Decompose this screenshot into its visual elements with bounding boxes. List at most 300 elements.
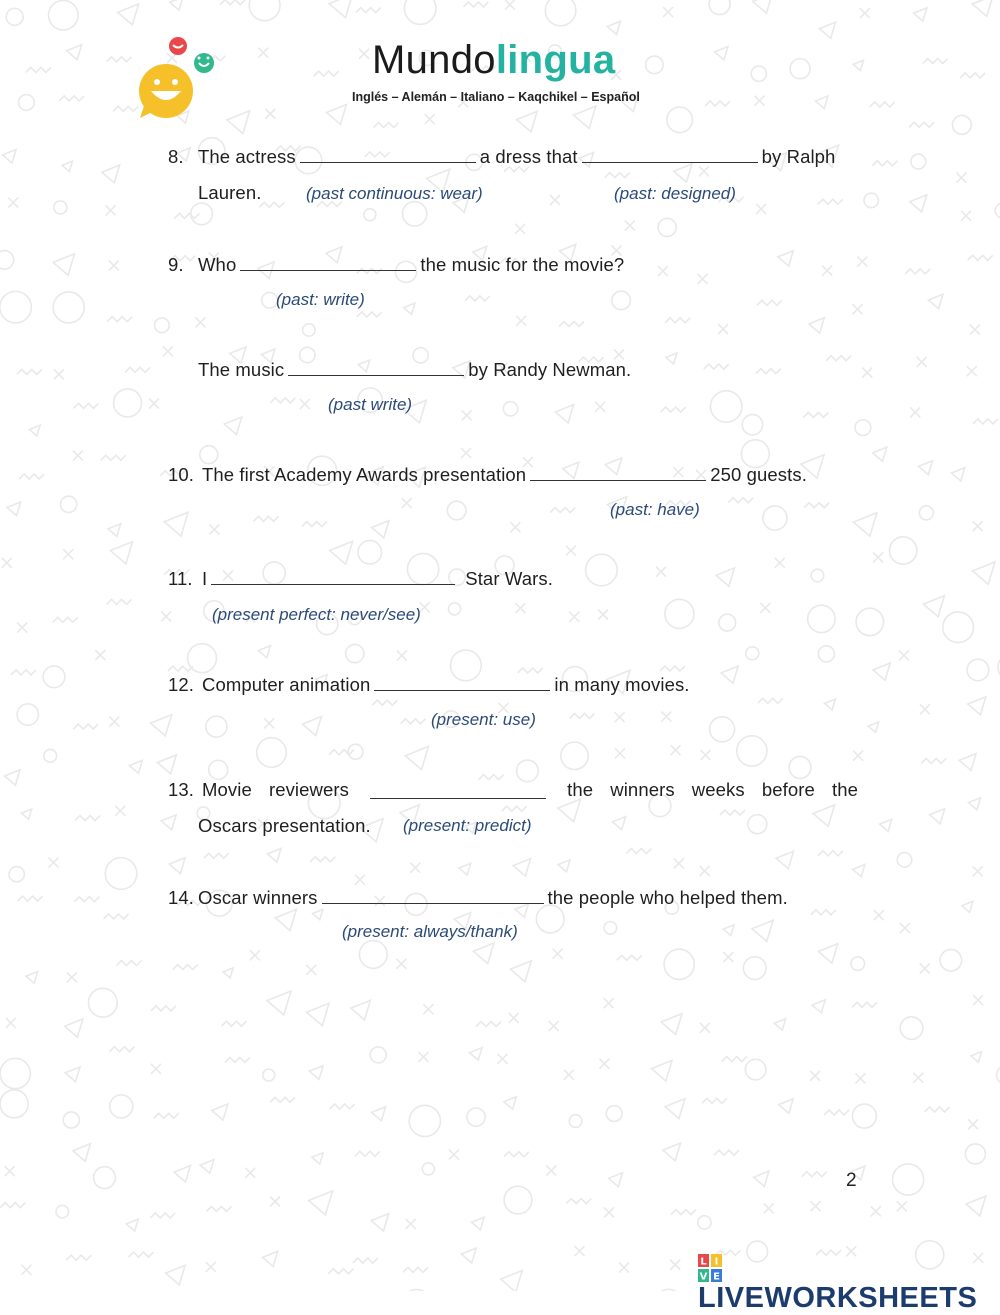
- pattern-shape: [0, 291, 31, 323]
- pattern-shape: [667, 107, 693, 133]
- pattern-shape: [700, 1023, 710, 1033]
- pattern-shape: [0, 251, 14, 270]
- pattern-shape: [518, 668, 543, 673]
- pattern-shape: [851, 957, 865, 971]
- pattern-shape: [504, 1186, 532, 1214]
- pattern-shape: [604, 1207, 614, 1217]
- pattern-shape: [961, 211, 971, 221]
- pattern-shape: [742, 415, 762, 435]
- pattern-shape: [463, 2, 488, 7]
- exercise-text: the: [831, 779, 858, 800]
- pattern-shape: [307, 1003, 329, 1025]
- pattern-shape: [968, 255, 993, 260]
- pattern-shape: [874, 910, 884, 920]
- pattern-shape: [258, 48, 268, 58]
- pattern-shape: [258, 646, 270, 658]
- pattern-shape: [353, 1258, 378, 1263]
- pattern-shape: [718, 324, 728, 334]
- exercise-text: The actress: [198, 146, 296, 167]
- pattern-shape: [774, 1019, 785, 1030]
- pattern-shape: [652, 1060, 673, 1081]
- pattern-shape: [754, 1171, 769, 1186]
- pattern-shape: [447, 501, 466, 520]
- pattern-shape: [604, 998, 614, 1008]
- pattern-shape: [21, 1265, 31, 1275]
- pattern-shape: [619, 1263, 629, 1273]
- pattern-shape: [952, 115, 971, 134]
- liveworksheets-badge-icon: [698, 1254, 722, 1282]
- pattern-shape: [372, 700, 397, 705]
- pattern-shape: [930, 809, 945, 824]
- pattern-shape: [864, 193, 878, 207]
- pattern-shape: [900, 923, 910, 933]
- pattern-shape: [225, 1057, 250, 1062]
- pattern-shape: [164, 512, 188, 536]
- pattern-shape: [410, 863, 420, 873]
- pattern-shape: [166, 1265, 185, 1284]
- pattern-shape: [709, 0, 730, 15]
- pattern-shape: [420, 602, 430, 612]
- pattern-shape: [760, 603, 770, 613]
- pattern-shape: [227, 111, 250, 134]
- pattern-shape: [862, 368, 872, 378]
- pattern-shape: [303, 324, 315, 336]
- pattern-shape: [671, 1210, 696, 1215]
- pattern-shape: [48, 858, 58, 868]
- pattern-shape: [11, 670, 36, 675]
- pattern-shape: [448, 603, 460, 615]
- pattern-shape: [545, 0, 576, 26]
- pattern-shape: [173, 965, 198, 970]
- pattern-shape: [359, 49, 369, 59]
- pattern-shape: [550, 195, 560, 205]
- pattern-shape: [880, 819, 892, 831]
- pattern-shape: [306, 965, 316, 975]
- pattern-shape: [764, 1203, 774, 1213]
- pattern-shape: [212, 1104, 228, 1120]
- pattern-shape: [789, 756, 811, 778]
- badge-letter: I: [714, 1256, 719, 1268]
- pattern-shape: [962, 901, 973, 912]
- pattern-shape: [900, 1017, 923, 1040]
- pattern-shape: [661, 407, 686, 412]
- exercise-text: Movie: [202, 779, 252, 800]
- pattern-shape: [873, 552, 883, 562]
- exercise-text: by Ralph: [761, 146, 836, 167]
- pattern-shape: [972, 0, 993, 16]
- pattern-shape: [2, 558, 12, 568]
- pattern-shape: [19, 95, 35, 111]
- pattern-shape: [106, 205, 116, 215]
- pattern-shape: [928, 294, 942, 308]
- pattern-shape: [462, 410, 472, 420]
- answer-blank[interactable]: [288, 375, 464, 376]
- exercise-number: 8.: [168, 146, 184, 167]
- pattern-shape: [925, 1107, 950, 1112]
- pattern-shape: [459, 863, 471, 875]
- pattern-shape: [973, 419, 998, 424]
- pattern-shape: [700, 866, 710, 876]
- pattern-shape: [564, 1070, 574, 1080]
- pattern-shape: [263, 1069, 275, 1081]
- pattern-shape: [970, 325, 980, 335]
- pattern-shape: [151, 1006, 176, 1011]
- pattern-shape: [751, 66, 766, 81]
- pattern-shape: [812, 1000, 825, 1013]
- grammar-hint: (present: predict): [403, 816, 532, 835]
- pattern-shape: [665, 599, 694, 628]
- pattern-shape: [778, 251, 793, 266]
- pattern-shape: [510, 961, 531, 982]
- pattern-shape: [573, 106, 595, 128]
- pattern-shape: [913, 1073, 923, 1083]
- pattern-shape: [973, 562, 995, 584]
- pattern-shape: [756, 369, 781, 374]
- pattern-shape: [808, 605, 835, 632]
- pattern-shape: [409, 1105, 440, 1136]
- pattern-shape: [612, 291, 631, 310]
- pattern-shape: [917, 357, 927, 367]
- pattern-shape: [909, 122, 934, 127]
- pattern-shape: [716, 568, 734, 586]
- pattern-shape: [209, 760, 228, 779]
- pattern-shape: [358, 540, 382, 564]
- pattern-shape: [259, 202, 284, 207]
- pattern-shape: [893, 1164, 924, 1195]
- pattern-shape: [826, 356, 851, 361]
- pattern-shape: [670, 1260, 680, 1270]
- pattern-shape: [200, 1160, 214, 1174]
- exercise-text: reviewers: [268, 779, 349, 800]
- pattern-shape: [400, 719, 425, 724]
- pattern-shape: [74, 403, 99, 408]
- pattern-shape: [723, 925, 734, 936]
- pattern-shape: [968, 798, 980, 810]
- pattern-shape: [754, 96, 764, 106]
- pattern-shape: [852, 1104, 876, 1128]
- pattern-shape: [149, 399, 159, 409]
- pattern-shape: [617, 955, 642, 960]
- pattern-shape: [857, 257, 867, 267]
- pattern-shape: [790, 59, 810, 79]
- pattern-shape: [54, 369, 64, 379]
- language-tagline: Inglés – Alemán – Italiano – Kaqchikel – Español: [352, 90, 640, 104]
- pattern-shape: [26, 67, 51, 72]
- pattern-shape: [899, 650, 909, 660]
- exercise-14: [168, 887, 788, 909]
- pattern-shape: [62, 161, 72, 171]
- pattern-shape: [818, 851, 843, 856]
- pattern-shape: [811, 910, 836, 915]
- pattern-shape: [0, 1090, 28, 1118]
- pattern-shape: [605, 173, 630, 178]
- pattern-shape: [0, 1058, 30, 1088]
- pattern-shape: [6, 1018, 16, 1028]
- pattern-shape: [809, 318, 824, 333]
- pattern-shape: [118, 4, 139, 25]
- pattern-shape: [973, 866, 983, 876]
- answer-blank[interactable]: [374, 690, 550, 691]
- exercise-text: Who: [198, 254, 237, 275]
- pattern-shape: [422, 1163, 434, 1175]
- pattern-shape: [897, 853, 911, 867]
- pattern-shape: [853, 864, 865, 876]
- pattern-shape: [910, 195, 927, 212]
- pattern-shape: [406, 1219, 416, 1229]
- pattern-shape: [911, 154, 926, 169]
- pattern-shape: [664, 949, 694, 979]
- pattern-shape: [364, 209, 376, 221]
- pattern-shape: [756, 204, 766, 214]
- pattern-shape: [476, 1022, 501, 1027]
- pattern-shape: [536, 905, 564, 933]
- exercise-number: 12.: [168, 674, 195, 695]
- pattern-shape: [371, 1214, 388, 1231]
- pattern-shape: [763, 506, 787, 530]
- exercise-text: Oscar winners: [198, 887, 318, 908]
- pattern-shape: [661, 712, 671, 722]
- pattern-shape: [671, 745, 681, 755]
- pattern-shape: [174, 1166, 190, 1182]
- pattern-shape: [66, 1255, 91, 1260]
- pattern-shape: [254, 516, 279, 521]
- pattern-shape: [404, 0, 436, 24]
- pattern-shape: [745, 1059, 765, 1079]
- pattern-shape: [920, 704, 930, 714]
- pattern-shape: [73, 1144, 91, 1162]
- pattern-shape: [546, 1166, 556, 1176]
- pattern-shape: [700, 750, 710, 760]
- answer-blank[interactable]: [530, 480, 706, 481]
- pattern-shape: [191, 203, 213, 225]
- pattern-shape: [822, 266, 832, 276]
- pattern-shape: [250, 950, 260, 960]
- pattern-shape: [397, 651, 407, 661]
- pattern-shape: [971, 1052, 982, 1063]
- pattern-shape: [973, 521, 983, 531]
- pattern-shape: [53, 292, 84, 323]
- pattern-shape: [9, 867, 24, 882]
- pattern-shape: [267, 991, 291, 1015]
- pattern-shape: [114, 389, 142, 417]
- answer-blank[interactable]: [322, 903, 544, 904]
- pattern-shape: [575, 1246, 585, 1256]
- answer-blank[interactable]: [370, 798, 546, 799]
- pattern-shape: [267, 848, 281, 862]
- pattern-shape: [404, 303, 415, 314]
- pattern-shape: [920, 964, 930, 974]
- pattern-shape: [355, 875, 365, 885]
- pattern-shape: [206, 1206, 231, 1211]
- pattern-shape: [615, 748, 625, 758]
- pattern-shape: [674, 858, 684, 868]
- pattern-shape: [461, 1248, 476, 1263]
- pattern-shape: [905, 269, 930, 274]
- pattern-shape: [49, 0, 79, 30]
- grammar-hint: (past write): [328, 395, 413, 414]
- pattern-shape: [779, 1099, 793, 1113]
- pattern-shape: [802, 1172, 827, 1177]
- pattern-shape: [188, 644, 217, 673]
- pattern-shape: [719, 614, 736, 631]
- pattern-shape: [612, 817, 625, 830]
- grammar-hint: (present perfect: never/see): [212, 605, 421, 624]
- pattern-shape: [775, 558, 785, 568]
- pattern-shape: [752, 920, 773, 941]
- pattern-shape: [104, 914, 129, 919]
- pattern-shape: [714, 1150, 739, 1155]
- pattern-shape: [853, 751, 863, 761]
- pattern-shape: [889, 537, 916, 564]
- pattern-shape: [743, 957, 766, 980]
- pattern-shape: [663, 7, 673, 17]
- pattern-shape: [310, 857, 335, 862]
- pattern-shape: [824, 1110, 849, 1115]
- pattern-shape: [270, 1196, 280, 1206]
- pattern-shape: [129, 760, 142, 773]
- pattern-shape: [550, 508, 575, 513]
- pattern-shape: [860, 8, 870, 18]
- answer-blank[interactable]: [240, 270, 416, 271]
- pattern-shape: [646, 56, 664, 74]
- pattern-shape: [501, 1270, 523, 1291]
- pattern-shape: [26, 972, 38, 984]
- pattern-shape: [910, 407, 920, 417]
- exercise-number: 9.: [168, 254, 184, 275]
- pattern-shape: [151, 1064, 161, 1074]
- pattern-shape: [558, 799, 581, 822]
- pattern-shape: [17, 704, 38, 725]
- pattern-shape: [967, 659, 989, 681]
- pattern-shape: [469, 1048, 482, 1061]
- pattern-shape: [871, 1206, 881, 1216]
- pattern-shape: [329, 0, 352, 18]
- pattern-shape: [21, 809, 31, 819]
- pattern-shape: [53, 254, 74, 275]
- pattern-shape: [200, 446, 218, 464]
- pattern-shape: [329, 750, 354, 755]
- pattern-shape: [359, 941, 387, 969]
- pattern-shape: [897, 1201, 907, 1211]
- pattern-shape: [357, 312, 382, 317]
- pattern-shape: [715, 47, 728, 60]
- pattern-shape: [705, 101, 730, 106]
- pattern-shape: [150, 1213, 175, 1218]
- pattern-shape: [852, 304, 862, 314]
- pattern-shape: [510, 522, 520, 532]
- pattern-shape: [403, 1267, 428, 1272]
- pattern-shape: [270, 1097, 295, 1102]
- grammar-hint: (past: designed): [614, 184, 736, 203]
- pattern-shape: [758, 698, 783, 703]
- liveworksheets-logo: [698, 1254, 1000, 1315]
- pattern-shape: [973, 995, 983, 1005]
- pattern-shape: [418, 1052, 428, 1062]
- pattern-shape: [959, 754, 976, 771]
- pattern-shape: [609, 1173, 623, 1187]
- pattern-shape: [265, 109, 275, 119]
- pattern-shape: [921, 758, 946, 763]
- pattern-shape: [405, 746, 428, 769]
- pattern-shape: [115, 806, 125, 816]
- pattern-shape: [29, 425, 40, 436]
- pattern-shape: [951, 468, 964, 481]
- pattern-shape: [309, 1066, 323, 1080]
- exercise-text: the: [567, 779, 594, 800]
- pattern-shape: [856, 608, 883, 635]
- pattern-shape: [374, 122, 399, 127]
- pattern-shape: [615, 712, 625, 722]
- pattern-shape: [449, 1150, 459, 1160]
- brand-name-part1: Mundo: [372, 38, 496, 82]
- pattern-shape: [73, 451, 83, 461]
- pattern-shape: [599, 1059, 609, 1069]
- grammar-hint: (past: write): [276, 290, 365, 309]
- exercise-9: [168, 254, 624, 276]
- pattern-shape: [746, 647, 759, 660]
- pattern-shape: [346, 644, 364, 662]
- pattern-shape: [18, 896, 43, 901]
- pattern-shape: [109, 1047, 134, 1052]
- badge-letter: V: [699, 1271, 708, 1282]
- pattern-shape: [348, 744, 363, 759]
- pattern-shape: [8, 198, 18, 208]
- pattern-shape: [873, 663, 890, 680]
- answer-blank[interactable]: [300, 162, 476, 163]
- pattern-shape: [504, 1097, 517, 1110]
- pattern-shape: [75, 816, 100, 821]
- pattern-shape: [997, 1066, 1000, 1085]
- pattern-shape: [67, 972, 77, 982]
- pattern-shape: [170, 0, 183, 10]
- answer-blank[interactable]: [211, 584, 455, 585]
- pattern-shape: [275, 909, 296, 930]
- pattern-shape: [748, 815, 767, 834]
- pattern-shape: [818, 199, 843, 204]
- pattern-shape: [625, 220, 635, 230]
- answer-blank[interactable]: [582, 162, 758, 163]
- pattern-shape: [425, 114, 435, 124]
- pattern-shape: [209, 524, 219, 534]
- grammar-hint: (past continuous: wear): [306, 184, 483, 203]
- pattern-shape: [614, 349, 624, 359]
- pattern-shape: [314, 71, 339, 76]
- pattern-shape: [174, 213, 199, 218]
- pattern-shape: [656, 567, 666, 577]
- pattern-shape: [813, 805, 834, 826]
- pattern-shape: [606, 1106, 622, 1122]
- pattern-shape: [943, 612, 974, 643]
- pattern-shape: [17, 623, 27, 633]
- pattern-shape: [698, 1216, 711, 1229]
- exercise-text: by Randy Newman.: [468, 359, 632, 380]
- pattern-shape: [6, 8, 23, 25]
- pattern-shape: [206, 716, 227, 737]
- pattern-shape: [873, 447, 887, 461]
- pattern-shape: [919, 461, 933, 475]
- pattern-shape: [303, 717, 322, 736]
- pattern-shape: [728, 498, 753, 503]
- pattern-shape: [204, 853, 229, 858]
- pattern-shape: [330, 541, 353, 564]
- pattern-shape: [658, 266, 668, 276]
- pattern-shape: [161, 815, 176, 830]
- pattern-shape: [665, 1099, 685, 1119]
- pattern-shape: [607, 21, 620, 34]
- pattern-shape: [221, 1021, 246, 1026]
- pattern-shape: [595, 402, 605, 412]
- pattern-shape: [270, 398, 295, 403]
